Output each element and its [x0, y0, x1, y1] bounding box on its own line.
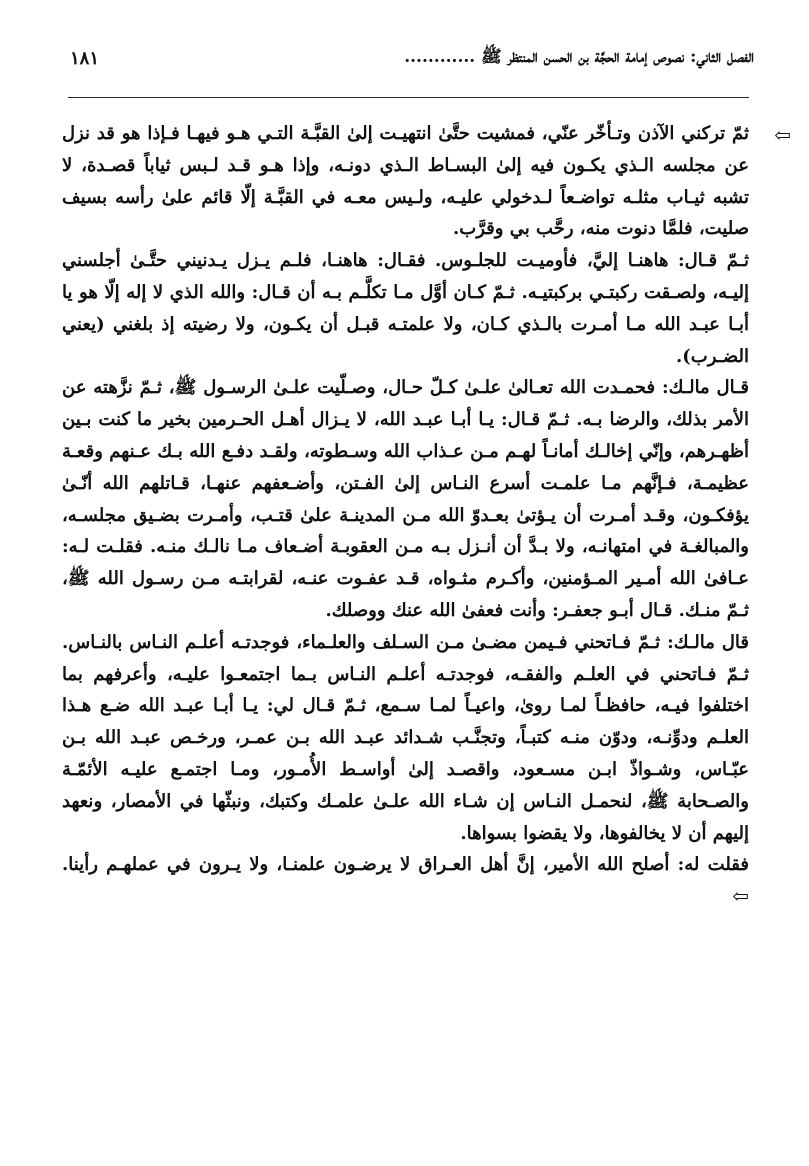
paragraph	[62, 849, 749, 914]
paragraph-text: فقلت له: أصلح الله الأمير، إنَّ أهل العـراق لا يرضـون علمنـا، ولا يـرون في عملهـم رأينا.	[62, 854, 749, 876]
title-leader-dots: ............	[404, 46, 476, 67]
continuation-arrow-icon: ⇦	[774, 123, 791, 147]
paragraph: قال مالـك: ثـمّ فـاتحني فـيمن مضـىٰ مـن السـلف والعلـماء، فوجدتـه أعلـم النـاس بالنـاس. ثـمّ فـاتحني في العلـم والفقـه، فوجدتـه أعلـم النـاس بـما اجتمعـوا عليـه، وأعرفهم بما اختلفوا فيـه، حافظـاً لمـا روىٰ، واعيـاً لمـا سـمع، ثـمّ قـال لي: يـا أبـا عبـد الله ضـع هـذا العلـم ودوِّنـه، ودوّن منـه كتبـاً، وتجنَّـب شـدائد عبـد الله بـن عمـر، ورخـص عبـد الله بـن عبّـاس، وشـواذّ ابـن مسـعود، واقصـد إلىٰ أواسـط الأُمـور، ومـا اجتمـع عليـه الأئمّـة والصـحابة ﷺ، لنحمـل النـاس إن شـاء الله علـىٰ علمـك وكتبك، ونبثّها في الأمصار، ونعهد إليهم أن لا يخالفوها، ولا يقضوا بسواها.	[62, 631, 749, 844]
page-number: ١٨١	[70, 47, 100, 69]
chapter-title-line	[404, 46, 754, 71]
paragraph: قـال مالـك: فحمـدت الله تعـالىٰ علـىٰ كـلّ حـال، وصـلّيت علـىٰ الرسـول ﷺ، ثـمّ نزَّهته عن الأمر بذلك، والرضا بـه. ثـمّ قـال: يـا أبـا عبـد الله، لا يـزال أهـل الحـرمين بخير ما كنت بـين أظهـرهم، وإنّي إخالـك أمانـاً لهـم مـن عـذاب الله وسـطوته، ولقـد دفـع الله بـك عـنهم وقعـة عظيمـة، فـإنَّهم مـا علمـت أسرع النـاس إلىٰ الفـتن، وأضـعفهم عنهـا، قـاتلهم الله أنّـىٰ يؤفكـون، وقـد أمـرت أن يـؤتىٰ بعـدوّ الله مـن المدينـة علىٰ قتـب، وأمـرت بضـيق مجلسـه، والمبالغـة في امتهانـه، ولا بـدَّ أن أنـزل بـه مـن العقوبـة أضـعاف مـا نالـك منـه. فقلـت لـه: عـافىٰ الله أمـير المـؤمنين، وأكـرم مثـواه، قـد عفـوت عنـه، لقرابتـه مـن رسـول الله ﷺ، ثـمّ منـك. قـال أبـو جعفـر: وأنت فعفىٰ الله عنك ووصلك.	[62, 377, 749, 621]
next-page-arrow-icon: ⇦	[732, 884, 749, 909]
chapter-title: الفصل الثاني: نصوص إمامة الحجَّة بن الحسن المنتظر ﷺ	[481, 46, 754, 67]
paragraph: ثمّ تركني الآذن وتـأخّر عنّي، فمشيت حتَّىٰ انتهيـت إلىٰ القبَّـة التـي هـو فيهـا فـإذا هو قد نزل عن مجلسه الـذي يكـون فيه إلىٰ البسـاط الـذي دونـه، وإذا هـو قـد لـبس ثياباً قصـدة، لا تشبه ثيـاب مثلـه تواضـعاً لـدخولي عليـه، ولـيس معـه في القبَّـة إلّا قائم علىٰ رأسه بسيف صليت، فلمَّا دنوت منه، رحَّب بي وقرَّب.	[62, 123, 749, 240]
paragraph: ثـمّ قـال: هاهنـا إليَّ، فأوميـت للجلـوس. فقـال: هاهنـا، فلـم يـزل يـدنيني حتَّـىٰ أجلسني إليـه، ولصـقت ركبتـي بركبتيـه. ثـمّ كـان أوَّل مـا تكلَّـم بـه أن قـال: والله الذي لا إله إلّا هو يا أبـا عبـد الله مـا أمـرت بالـذي كـان، ولا علمتـه قبـل أن يكـون، ولا رضيته إذ بلغني (يعني الضـرب).	[62, 250, 749, 367]
running-header	[70, 38, 754, 78]
body-text	[62, 118, 791, 1111]
header-rule	[68, 97, 749, 98]
